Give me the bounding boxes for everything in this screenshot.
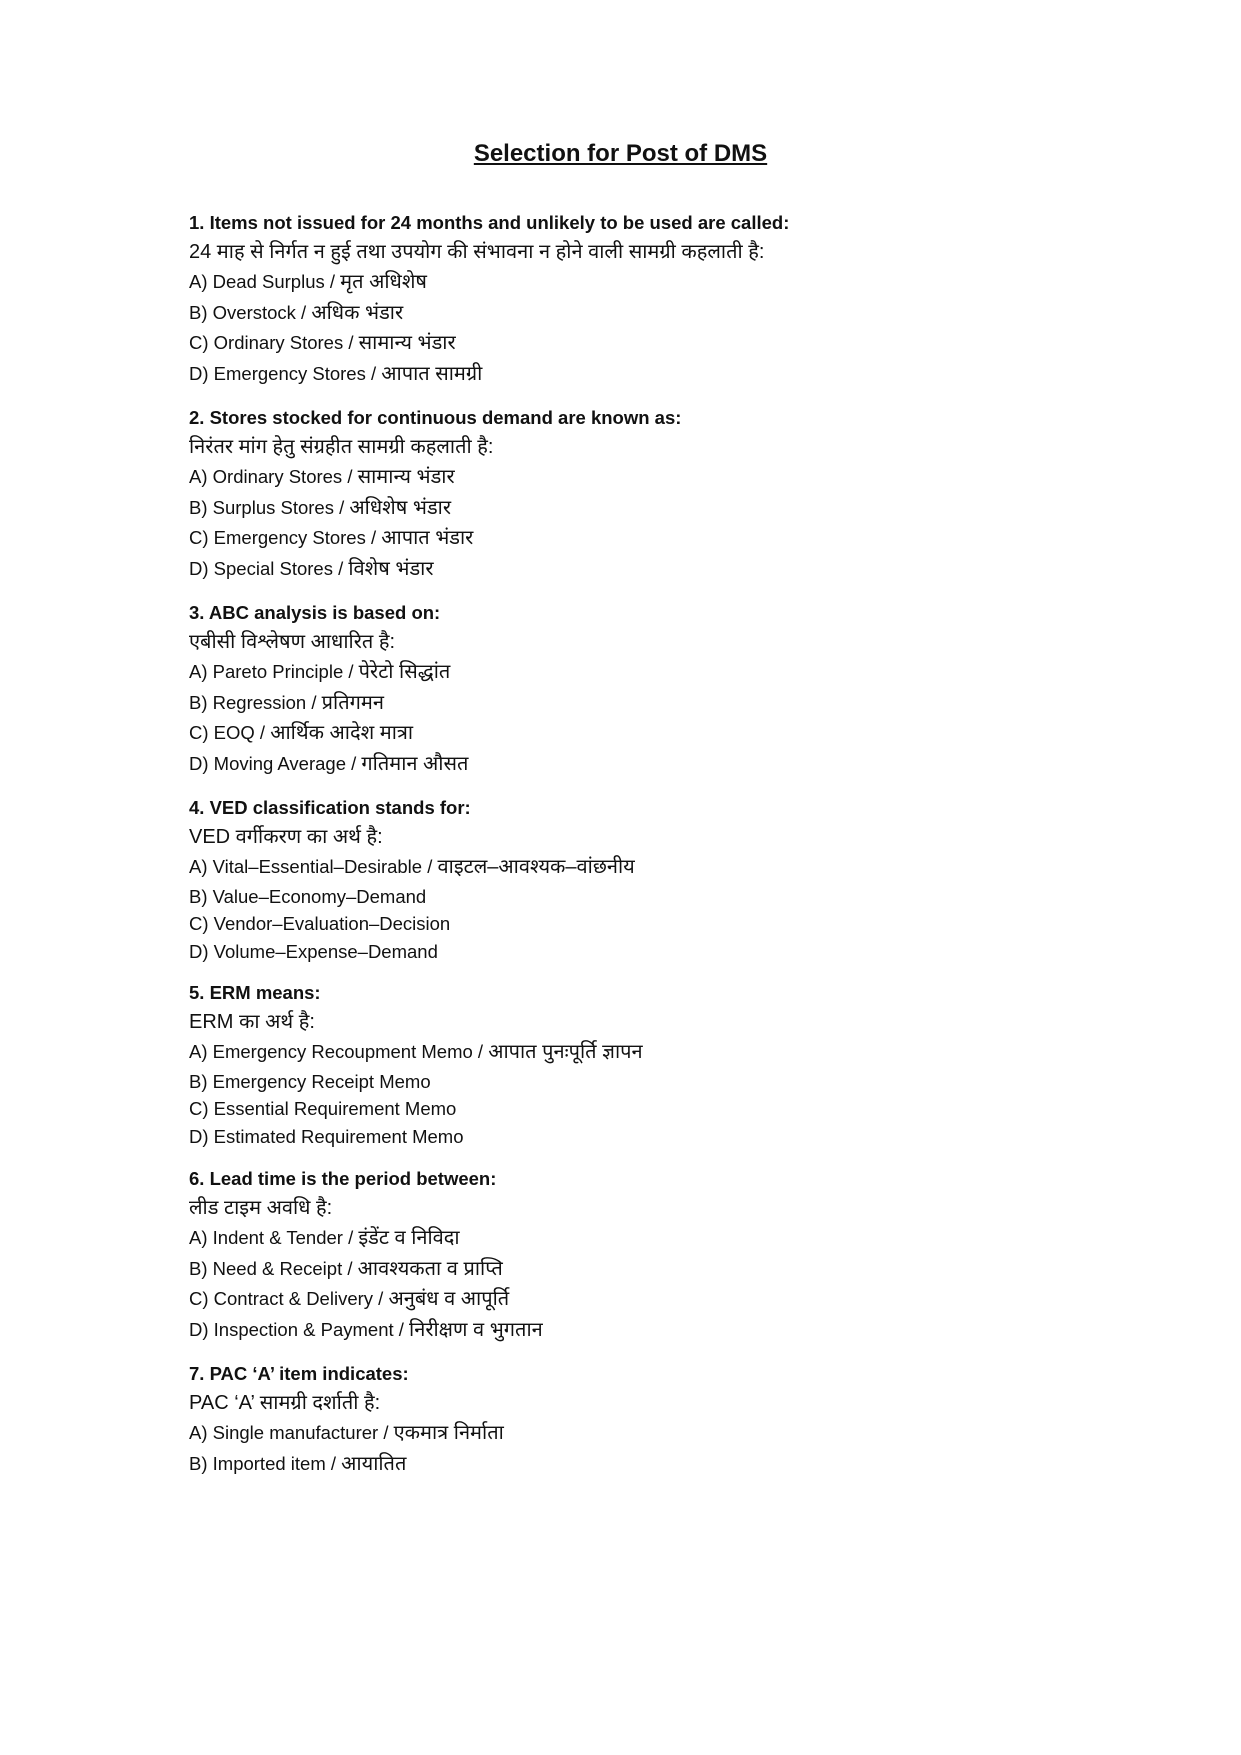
question-text: 7. PAC ‘A’ item indicates:: [189, 1363, 409, 1384]
option-c[interactable]: [189, 718, 468, 749]
question-hindi: ERM का अर्थ है:: [189, 1011, 315, 1033]
option-a[interactable]: [189, 1037, 643, 1068]
option-hindi: सामान्य भंडार: [358, 332, 456, 354]
option-label: C) Emergency Stores /: [189, 527, 382, 548]
option-d[interactable]: [189, 938, 635, 966]
question-4: [189, 795, 635, 965]
question-3: [189, 600, 468, 779]
option-hindi: विशेष भंडार: [348, 557, 434, 580]
option-hindi: इंडेंट व निविदा: [358, 1227, 460, 1249]
option-hindi: एकमात्र निर्माता: [393, 1422, 504, 1444]
option-c[interactable]: [189, 523, 681, 554]
option-a[interactable]: [189, 462, 681, 493]
question-hindi: VED वर्गीकरण का अर्थ है:: [189, 826, 383, 848]
option-hindi: निरीक्षण व भुगतान: [409, 1318, 543, 1341]
question-hindi: PAC ‘A’ सामग्री दर्शाती है:: [189, 1392, 381, 1414]
option-b[interactable]: [189, 883, 635, 911]
option-a[interactable]: [189, 1418, 504, 1449]
question-text: 3. ABC analysis is based on:: [189, 602, 441, 623]
question-text: 4. VED classification stands for:: [189, 797, 471, 818]
option-label: B) Value–Economy–Demand: [189, 885, 427, 907]
option-d[interactable]: [189, 359, 789, 390]
option-label: D) Volume–Expense–Demand: [189, 940, 438, 962]
question-text: 5. ERM means:: [189, 982, 321, 1003]
option-c[interactable]: [189, 1095, 643, 1123]
option-c[interactable]: [189, 910, 635, 938]
question-text: 2. Stores stocked for continuous demand are known as:: [189, 407, 682, 428]
option-d[interactable]: [189, 1123, 643, 1151]
option-label: A) Vital–Essential–Desirable /: [189, 856, 438, 877]
option-label: A) Ordinary Stores /: [189, 466, 358, 487]
option-hindi: आवश्यकता व प्राप्ति: [357, 1257, 503, 1280]
option-label: A) Indent & Tender /: [189, 1227, 359, 1248]
question-hindi: 24 माह से निर्गत न हुई तथा उपयोग की संभावना न होने वाली सामग्री कहलाती है:: [189, 241, 765, 263]
option-label: B) Need & Receipt /: [189, 1257, 358, 1279]
option-hindi: गतिमान औसत: [361, 752, 469, 775]
option-hindi: सामान्य भंडार: [357, 466, 455, 488]
option-d[interactable]: [189, 749, 468, 780]
option-label: D) Emergency Stores /: [189, 362, 382, 384]
option-label: D) Special Stores /: [189, 557, 349, 579]
option-d[interactable]: [189, 554, 681, 585]
option-b[interactable]: [189, 298, 789, 329]
option-label: D) Estimated Requirement Memo: [189, 1125, 464, 1147]
option-label: B) Surplus Stores /: [189, 496, 350, 518]
question-2: [189, 405, 681, 584]
option-hindi: अनुबंध व आपूर्ति: [388, 1288, 510, 1310]
option-c[interactable]: [189, 1284, 543, 1315]
option-d[interactable]: [189, 1315, 543, 1346]
option-b[interactable]: [189, 1068, 643, 1096]
question-6: [189, 1166, 543, 1345]
option-b[interactable]: [189, 1449, 504, 1480]
option-label: B) Imported item /: [189, 1452, 342, 1474]
question-hindi: लीड टाइम अवधि है:: [189, 1197, 333, 1219]
option-hindi: अधिशेष भंडार: [349, 496, 452, 519]
option-b[interactable]: [189, 1254, 543, 1285]
option-hindi: अधिक भंडार: [311, 301, 404, 324]
option-label: A) Single manufacturer /: [189, 1422, 394, 1443]
option-a[interactable]: [189, 1223, 543, 1254]
option-hindi: मृत अधिशेष: [340, 271, 427, 293]
option-hindi: आयातित: [341, 1452, 407, 1475]
question-7: [189, 1361, 504, 1479]
option-label: C) Contract & Delivery /: [189, 1288, 389, 1309]
option-b[interactable]: [189, 493, 681, 524]
question-5: [189, 980, 643, 1150]
option-hindi: आर्थिक आदेश मात्रा: [270, 722, 414, 744]
option-hindi: आपात भंडार: [381, 527, 474, 549]
option-a[interactable]: [189, 852, 635, 883]
option-label: B) Regression /: [189, 691, 322, 713]
option-label: C) EOQ /: [189, 722, 271, 743]
option-hindi: प्रतिगमन: [321, 691, 384, 714]
option-label: B) Overstock /: [189, 301, 312, 323]
option-hindi: आपात सामग्री: [381, 362, 483, 385]
option-c[interactable]: [189, 328, 789, 359]
question-text: 1. Items not issued for 24 months and unlikely to be used are called:: [189, 212, 790, 233]
option-label: A) Emergency Recoupment Memo /: [189, 1041, 489, 1062]
page-title: Selection for Post of DMS: [473, 140, 768, 167]
option-label: B) Emergency Receipt Memo: [189, 1070, 431, 1092]
option-label: C) Ordinary Stores /: [189, 332, 359, 353]
option-hindi: वाइटल–आवश्यक–वांछनीय: [437, 856, 635, 878]
option-label: D) Moving Average /: [189, 752, 362, 774]
option-hindi: पेरेटो सिद्धांत: [358, 661, 451, 683]
option-label: D) Inspection & Payment /: [189, 1318, 410, 1340]
option-a[interactable]: [189, 267, 789, 298]
question-1: [189, 210, 789, 389]
option-label: C) Essential Requirement Memo: [189, 1098, 457, 1119]
question-hindi: निरंतर मांग हेतु संग्रहीत सामग्री कहलाती है:: [189, 436, 494, 458]
option-b[interactable]: [189, 688, 468, 719]
option-label: A) Pareto Principle /: [189, 661, 359, 682]
option-label: A) Dead Surplus /: [189, 271, 341, 292]
question-hindi: एबीसी विश्लेषण आधारित है:: [189, 631, 396, 653]
option-hindi: आपात पुनःपूर्ति ज्ञापन: [488, 1041, 643, 1063]
option-label: C) Vendor–Evaluation–Decision: [189, 913, 451, 934]
question-text: 6. Lead time is the period between:: [189, 1168, 497, 1189]
option-a[interactable]: [189, 657, 468, 688]
